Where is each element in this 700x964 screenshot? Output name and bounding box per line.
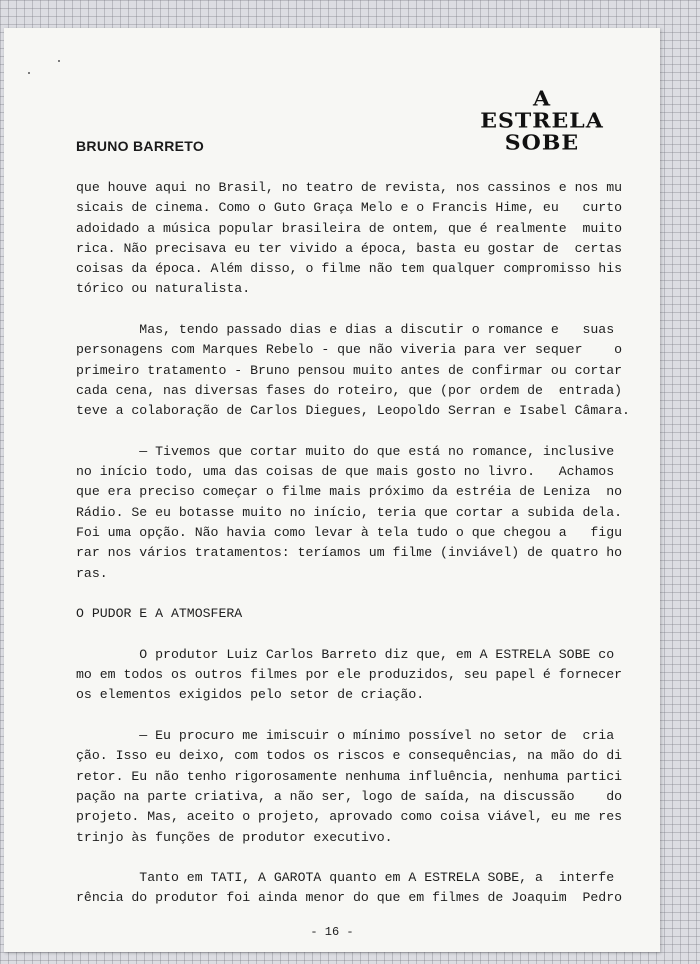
- logo-line: SOBE: [504, 130, 580, 156]
- text-line: Tanto em TATI, A GAROTA quanto em A ESTRELA SOBE, a interfe: [76, 870, 615, 886]
- text-line: retor. Eu não tenho rigorosamente nenhuma influência, nenhuma partici: [76, 768, 623, 784]
- text-line: coisas da época. Além disso, o filme não tem qualquer compromisso his: [76, 261, 623, 277]
- text-line: mo em todos os outros filmes por ele produzidos, seu papel é fornecer: [76, 667, 623, 683]
- author-name: BRUNO BARRETO: [76, 138, 205, 154]
- text-line: sicais de cinema. Como o Guto Graça Melo e o Francis Hime, eu curto: [76, 200, 623, 216]
- paragraph: [76, 442, 636, 584]
- text-line: que houve aqui no Brasil, no teatro de revista, nos cassinos e nos mu: [76, 180, 623, 195]
- body-text: [76, 178, 636, 909]
- text-line: ras.: [76, 565, 108, 581]
- text-line: no início todo, uma das coisas de que mais gosto no livro. Achamos: [76, 464, 615, 480]
- text-line: adoidado a música popular brasileira de ontem, que é realmente muito: [76, 220, 623, 236]
- text-line: cada cena, nas diversas fases do roteiro, que (por ordem de entrada): [76, 382, 623, 398]
- text-line: teve a colaboração de Carlos Diegues, Leopoldo Serran e Isabel Câmara.: [76, 403, 630, 419]
- text-line: — Eu procuro me imiscuir o mínimo possível no setor de cria: [76, 728, 615, 744]
- text-line: Rádio. Se eu botasse muito no início, teria que cortar a subida dela.: [76, 504, 623, 520]
- film-title-logo: [472, 88, 612, 154]
- text-line: ção. Isso eu deixo, com todos os riscos e consequências, na mão do di: [76, 748, 623, 764]
- text-line: projeto. Mas, aceito o projeto, aprovado como coisa viável, eu me res: [76, 809, 623, 825]
- paragraph: [76, 726, 636, 848]
- logo-line: A: [532, 86, 552, 112]
- page-number: - 16 -: [310, 925, 354, 939]
- text-line: os elementos exigidos pelo setor de criação.: [76, 687, 425, 703]
- paragraph: [76, 868, 636, 909]
- paragraph: [76, 645, 636, 706]
- text-line: O produtor Luiz Carlos Barreto diz que, em A ESTRELA SOBE co: [76, 646, 615, 662]
- text-line: — Tivemos que cortar muito do que está no romance, inclusive: [76, 443, 615, 459]
- paragraph: [76, 320, 636, 421]
- section-heading: O PUDOR E A ATMOSFERA: [76, 606, 243, 622]
- paragraph: [76, 178, 636, 300]
- text-line: primeiro tratamento - Bruno pensou muito antes de confirmar ou cortar: [76, 362, 623, 378]
- text-line: rica. Não precisava eu ter vivido a época, basta eu gostar de certas: [76, 240, 623, 256]
- text-line: tórico ou naturalista.: [76, 281, 251, 297]
- speck: [58, 60, 60, 62]
- text-line: Mas, tendo passado dias e dias a discutir o romance e suas: [76, 322, 615, 338]
- text-line: Foi uma opção. Não havia como levar à tela tudo o que chegou a figu: [76, 525, 623, 541]
- speck: [28, 72, 30, 74]
- text-line: pação na parte criativa, a não ser, logo de saída, na discussão do: [76, 788, 623, 804]
- text-line: que era preciso começar o filme mais próximo da estréia de Leniza no: [76, 484, 623, 500]
- text-line: rência do produtor foi ainda menor do que em filmes de Joaquim Pedro: [76, 890, 623, 906]
- text-line: rar nos vários tratamentos: teríamos um filme (inviável) de quatro ho: [76, 545, 623, 561]
- text-line: trinjo às funções de produtor executivo.: [76, 829, 393, 845]
- document-page: [4, 28, 660, 952]
- text-line: personagens com Marques Rebelo - que não viveria para ver sequer o: [76, 342, 623, 358]
- logo-line: ESTRELA: [480, 108, 604, 134]
